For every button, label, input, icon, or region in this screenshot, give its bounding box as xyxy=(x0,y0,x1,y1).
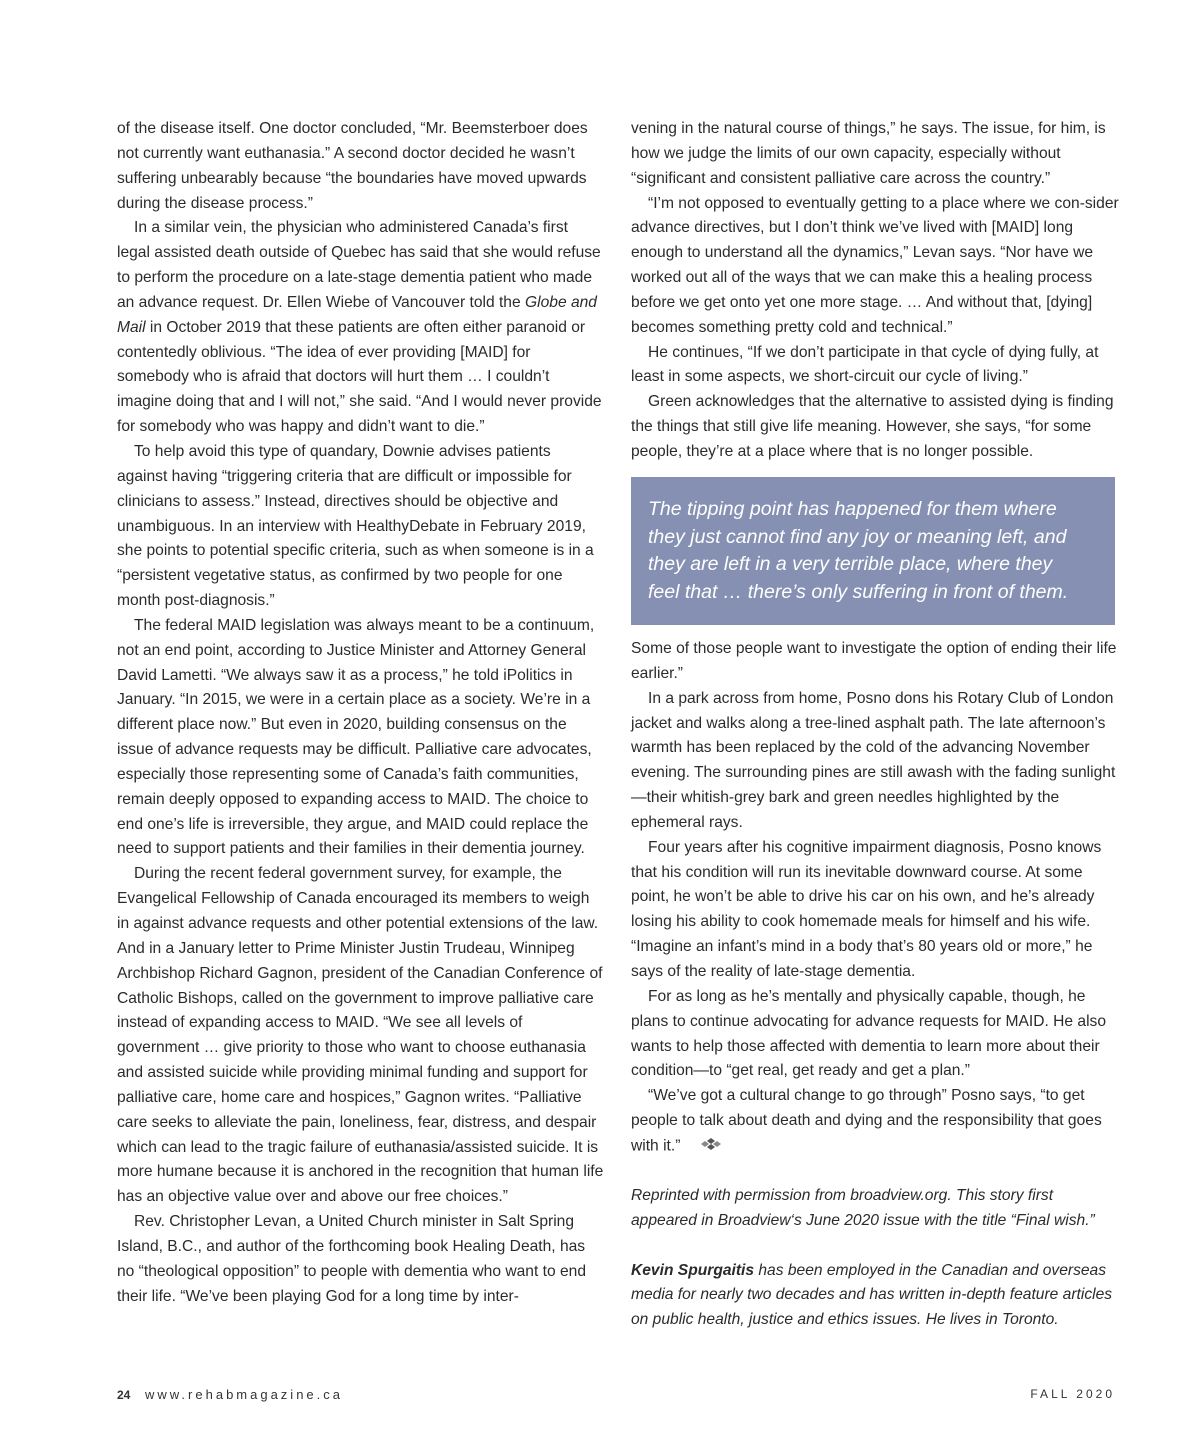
pull-quote-line: The tipping point has happened for them where xyxy=(648,497,1057,520)
paragraph: To help avoid this type of quandary, Downie advises patients against having “triggering criteria that are difficult or impossible for clinicians to assess.” Instead, directives should be objective and unambiguous. In an interview with HealthyDebate in February 2019, she points to potential specific criteria, such as when someone is in a “persistent vegetative status, as confirmed by two people for one month post-diagnosis.” xyxy=(117,442,594,610)
author-name: Kevin Spurgaitis xyxy=(631,1261,755,1279)
author-bio xyxy=(631,1259,1119,1334)
author-bio-text: has been employed in the Canadian and overseas media for nearly two decades and has written in-depth feature articles on public health, justice and ethics issues. He lives in Toronto. xyxy=(631,1261,1113,1329)
paragraph: Some of those people want to investigate the option of ending their life earlier.” xyxy=(631,640,1117,682)
text-run: in October 2019 that these patients are often either paranoid or contentedly oblivious. “The idea of ever providing [MAID] for somebody who is afraid that doctors will hurt them … I couldn’t imagine doing that and I will not,” she said. “And I would never provide for somebody who was happy and didn’t want to die.” xyxy=(117,318,602,436)
page-number: 24 xyxy=(117,1388,131,1402)
pull-quote-line: feel that … there’s only suffering in front of them. xyxy=(648,581,1069,604)
footer-left xyxy=(117,1387,343,1402)
paragraph: “I’m not opposed to eventually getting to a place where we con-sider advance directives, but I don’t think we’ve lived with [MAID] long enough to understand all the dynamics,” Levan says. “Nor have we worked out all of the ways that we can make this a healing process before we get onto yet one more stage. … And without that, [dying] becomes something pretty cold and technical.” xyxy=(631,194,1119,336)
issue-label: FALL 2020 xyxy=(1030,1387,1115,1401)
left-column xyxy=(117,117,605,1310)
paragraph: vening in the natural course of things,” he says. The issue, for him, is how we judge the limits of our own capacity, especially without “significant and consistent palliative care across the country.” xyxy=(631,120,1106,187)
paragraph: of the disease itself. One doctor concluded, “Mr. Beemsterboer does not currently want euthanasia.” A second doctor decided he wasn’t suffering unbearably because “the boundaries have moved upwards during the disease process.” xyxy=(117,120,588,212)
paragraph: In a park across from home, Posno dons his Rotary Club of London jacket and walks along a tree-lined asphalt path. The late afternoon’s warmth has been replaced by the cold of the advancing November evening. The surrounding pines are still awash with the fading sunlight—their whitish-grey bark and green needles highlighted by the ephemeral rays. xyxy=(631,689,1116,831)
spacer xyxy=(631,1159,1119,1184)
text-run: “We’ve got a cultural change to go through” Posno says, “to get people to talk about death and dying and the responsibility that goes with it.” xyxy=(631,1087,1102,1155)
paragraph: For as long as he’s mentally and physically capable, though, he plans to continue advocating for advance requests for MAID. He also wants to help those affected with dementia to learn more about their condition—to “get real, get ready and get a plan.” xyxy=(631,987,1107,1080)
paragraph: Green acknowledges that the alternative to assisted dying is finding the things that still give life meaning. However, she says, “for some people, they’re at a place where that is no longer possible. xyxy=(631,393,1114,460)
publication-title: Globe and Mail xyxy=(117,293,597,336)
text-run: In a similar vein, the physician who administered Canada’s first legal assisted death outside of Quebec has said that she would refuse to perform the procedure on a late-stage dementia patient who made an advance request. Dr. Ellen Wiebe of Vancouver told the xyxy=(117,219,601,311)
paragraph: He continues, “If we don’t participate in that cycle of dying fully, at least in some aspects, we short-circuit our cycle of living.” xyxy=(631,343,1099,386)
paragraph: During the recent federal government survey, for example, the Evangelical Fellowship of Canada encouraged its members to weigh in against advance requests and other potential extensions of the law. And in a January letter to Prime Minister Justin Trudeau, Winnipeg Archbishop Richard Gagnon, president of the Canadian Conference of Catholic Bishops, called on the government to improve palliative care instead of expanding access to MAID. “We see all levels of government … give priority to those who want to choose euthanasia and assisted suicide while providing minimal funding and support for palliative care, home care and hospices,” Gagnon writes. “Palliative care seeks to alleviate the pain, loneliness, fear, distress, and despair which can lead to the tragic failure of euthanasia/assisted suicide. It is more humane because it is anchored in the recognition that human life has an objective value over and above our free choices.” xyxy=(117,865,604,1206)
paragraph xyxy=(631,1084,1119,1159)
right-column xyxy=(631,117,1119,1333)
pull-quote xyxy=(631,477,1115,625)
spacer xyxy=(631,1234,1119,1259)
paragraph: The federal MAID legislation was always meant to be a continuum, not an end point, according to Justice Minister and Attorney General David Lametti. “We always saw it as a process,” he told iPolitics in January. “In 2015, we were in a certain place as a society. We’re in a different place now.” But even in 2020, building consensus on the issue of advance requests may be difficult. Palliative care advocates, especially those representing some of Canada’s faith communities, remain deeply opposed to expanding access to MAID. The choice to end one’s life is irreversible, they argue, and MAID could replace the need to support patients and their families in their dementia journey. xyxy=(117,616,595,858)
reprint-note: Reprinted with permission from broadview.org. This story first appeared in Broadview‘s June 2020 issue with the title “Final wish.” xyxy=(631,1187,1095,1229)
pull-quote-line: they just cannot find any joy or meaning left, and xyxy=(648,525,1067,548)
magazine-url: www.rehabmagazine.ca xyxy=(144,1387,344,1402)
diamond-cluster-icon xyxy=(684,1134,721,1159)
pull-quote-line: they are left in a very terrible place, where they xyxy=(648,553,1053,576)
paragraph: Rev. Christopher Levan, a United Church minister in Salt Spring Island, B.C., and author of the forthcoming book Healing Death, has no “theological opposition” to people with dementia who want to end their life. “We’ve been playing God for a long time by inter- xyxy=(117,1213,586,1305)
paragraph xyxy=(117,216,605,440)
paragraph: Four years after his cognitive impairment diagnosis, Posno knows that his condition will run its inevitable downward course. At some point, he won’t be able to drive his car on his own, and he’s already losing his ability to cook homemade meals for himself and his wife. “Imagine an infant’s mind in a body that’s 80 years old or more,” he says of the reality of late-stage dementia. xyxy=(631,838,1102,980)
